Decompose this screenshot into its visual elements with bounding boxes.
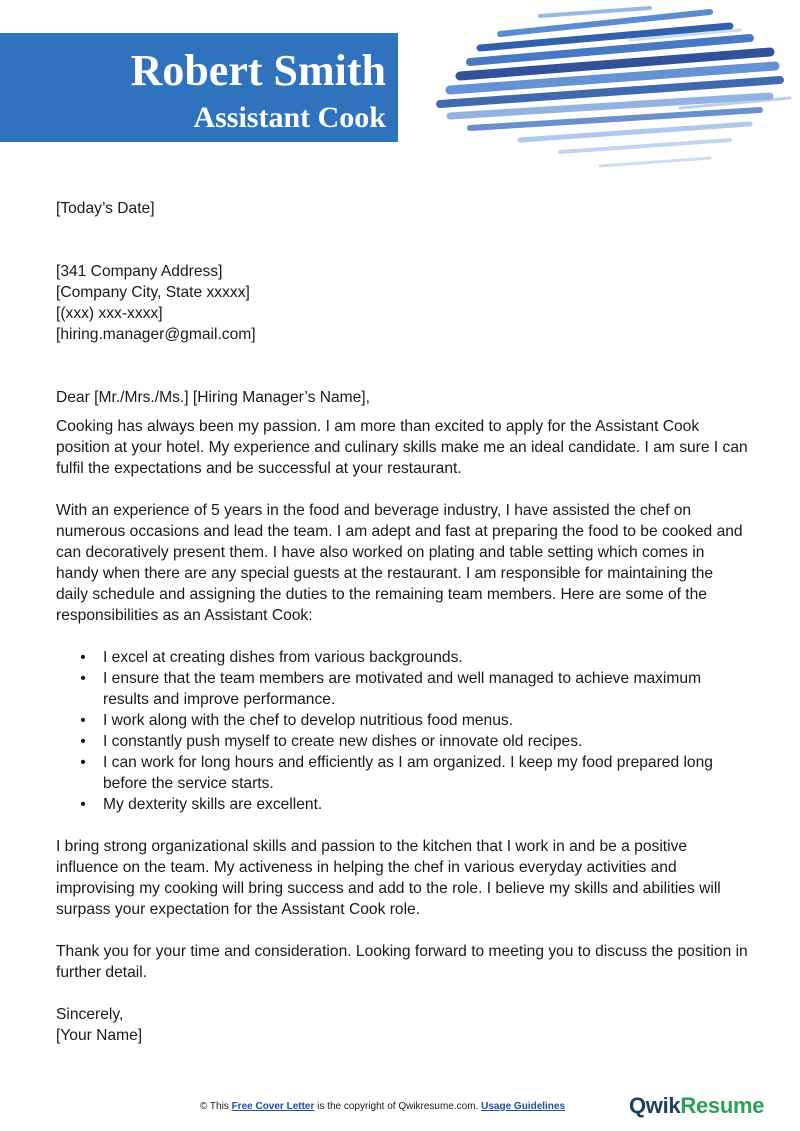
address-line: [Company City, State xxxxx] xyxy=(56,284,250,301)
bullet-icon: • xyxy=(80,670,86,687)
footer-middle: is the copyright of Qwikresume.com. xyxy=(314,1101,482,1112)
responsibilities-list xyxy=(56,647,748,815)
usage-guidelines-link[interactable]: Usage Guidelines xyxy=(481,1101,566,1112)
paragraph-intro: Cooking has always been my passion. I am more than excited to apply for the Assistant Cook position at your hotel. My experience and culinary skills make me an ideal candidate. I am sure I can fulfil the expectations and be successful at your restaurant. xyxy=(56,418,748,477)
address-line: [(xxx) xxx-xxxx] xyxy=(56,305,163,322)
bullet-icon: • xyxy=(80,754,86,771)
list-item xyxy=(56,731,748,752)
closing: Sincerely, xyxy=(56,1006,124,1023)
candidate-job-title: Assistant Cook xyxy=(193,101,386,134)
address-line: [341 Company Address] xyxy=(56,263,223,280)
candidate-name: Robert Smith xyxy=(130,46,386,95)
signature: [Your Name] xyxy=(56,1027,143,1044)
qwikresume-logo[interactable] xyxy=(629,1093,764,1119)
list-item xyxy=(56,794,748,815)
footer-prefix: © This xyxy=(199,1101,232,1112)
list-item-text: I excel at creating dishes from various backgrounds. xyxy=(103,649,463,666)
header-band xyxy=(0,33,398,142)
logo-part-qwik: Qwik xyxy=(629,1093,681,1118)
bullet-icon: • xyxy=(80,733,86,750)
list-item-text: My dexterity skills are excellent. xyxy=(103,796,323,813)
list-item-text: I ensure that the team members are motivated and well managed to achieve maximum results and improve performance. xyxy=(103,670,702,708)
list-item xyxy=(56,647,748,668)
list-item xyxy=(56,668,748,710)
list-item-text: I work along with the chef to develop nutritious food menus. xyxy=(103,712,514,729)
decorative-stripes xyxy=(430,0,800,180)
list-item-text: I constantly push myself to create new dishes or innovate old recipes. xyxy=(103,733,583,750)
bullet-icon: • xyxy=(80,712,86,729)
paragraph-experience: With an experience of 5 years in the food and beverage industry, I have assisted the chef on numerous occasions and lead the team. I am adept and fast at preparing the food to be cooked and can decoratively present them. I have also worked on plating and table setting which comes in handy when there are any special guests at the restaurant. I am responsible for maintaining the daily schedule and assigning the duties to the remaining team members. Here are some of the responsibilities as an Assistant Cook: xyxy=(56,502,743,624)
bullet-icon: • xyxy=(80,796,86,813)
bullet-icon: • xyxy=(80,649,86,666)
free-cover-letter-link[interactable]: Free Cover Letter xyxy=(231,1101,315,1112)
logo-part-resume: Resume xyxy=(680,1093,765,1118)
list-item xyxy=(56,752,748,794)
salutation: Dear [Mr./Mrs./Ms.] [Hiring Manager’s Name], xyxy=(56,389,370,406)
list-item xyxy=(56,710,748,731)
cover-letter-body xyxy=(56,198,748,1046)
paragraph-thanks: Thank you for your time and consideration. Looking forward to meeting you to discuss the position in further detail. xyxy=(56,943,748,981)
letter-date: [Today’s Date] xyxy=(56,200,155,217)
address-line: [hiring.manager@gmail.com] xyxy=(56,326,256,343)
list-item-text: I can work for long hours and efficiently as I am organized. I keep my food prepared long before the service starts. xyxy=(103,754,713,792)
paragraph-strengths: I bring strong organizational skills and passion to the kitchen that I work in and be a positive influence on the team. My activeness in helping the chef in various everyday activities and improvising my cooking will bring success and add to the role. I believe my skills and abilities will surpass your expectation for the Assistant Cook role. xyxy=(56,838,721,918)
